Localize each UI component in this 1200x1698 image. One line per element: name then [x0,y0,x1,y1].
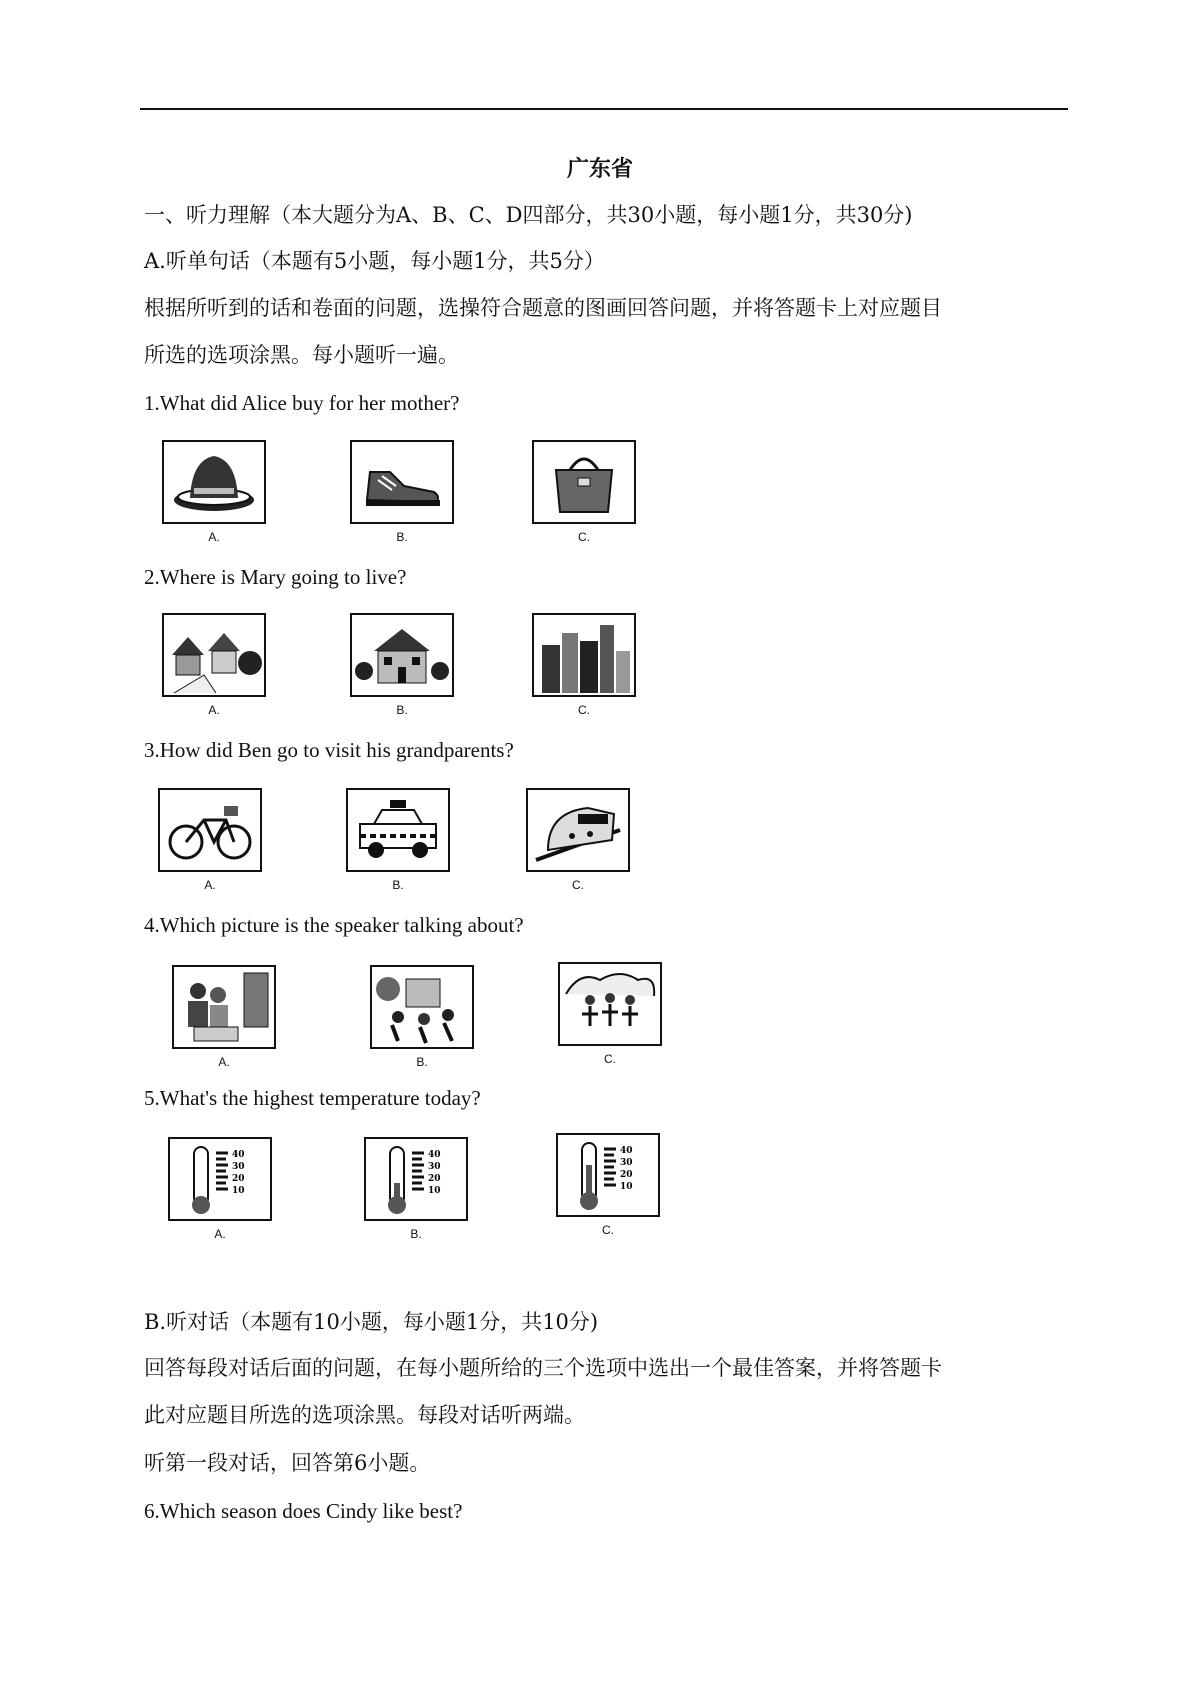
thermometer-icon [556,1133,660,1217]
q1-option-a[interactable] [162,440,266,544]
scale-20: 20 [428,1174,441,1184]
option-label: C. [602,1223,614,1237]
option-label: A. [218,1055,230,1069]
q4-option-c[interactable] [558,962,662,1066]
scale-40: 40 [232,1150,245,1160]
scale-10: 10 [232,1186,245,1196]
question-5: 5.What's the highest temperature today? [144,1086,481,1110]
bag-icon [532,440,636,524]
part-a-heading: A.听单句话（本题有5小题，每小题1分，共5分） [144,249,605,273]
scale-30: 30 [620,1158,633,1168]
scale-30: 30 [428,1162,441,1172]
q3-option-b[interactable] [346,788,450,892]
scale-40: 40 [620,1146,633,1156]
option-label: C. [604,1052,616,1066]
scale-20: 20 [620,1170,633,1180]
scale-10: 10 [428,1186,441,1196]
part-a-instruction-2: 所选的选项涂黑。每小题听一遍。 [144,343,459,367]
taxi-icon [346,788,450,872]
park-scene-icon [558,962,662,1046]
q4-option-a[interactable] [172,965,276,1069]
option-label: A. [214,1227,226,1241]
part-b-instruction-1: 回答每段对话后面的问题，在每小题所给的三个选项中选出一个最佳答案，并将答题卡 [144,1356,942,1380]
bicycle-icon [158,788,262,872]
option-label: B. [416,1055,428,1069]
option-label: A. [208,703,220,717]
part-a-instruction-1: 根据所听到的话和卷面的问题，选操符合题意的图画回答问题，并将答题卡上对应题目 [144,296,942,320]
option-label: B. [410,1227,422,1241]
scale-20: 20 [232,1174,245,1184]
q2-option-a[interactable] [162,613,266,717]
thermometer-icon [168,1137,272,1221]
sneaker-icon [350,440,454,524]
section-heading: 一、听力理解（本大题分为A、B、C、D四部分，共30小题，每小题1分，共30分) [144,203,913,227]
q5-option-a[interactable] [168,1137,272,1241]
thermometer-icon [364,1137,468,1221]
q1-option-c[interactable] [532,440,636,544]
scale-40: 40 [428,1150,441,1160]
city-buildings-icon [532,613,636,697]
part-b-heading: B.听对话（本题有10小题，每小题1分，共10分) [144,1310,599,1334]
q3-option-a[interactable] [158,788,262,892]
question-3: 3.How did Ben go to visit his grandparents? [144,738,514,762]
q4-option-b[interactable] [370,965,474,1069]
page-title: 广东省 [566,156,633,182]
part-b-instruction-2: 此对应题目所选的选项涂黑。每段对话听两端。 [144,1403,585,1427]
option-label: B. [396,703,408,717]
scale-30: 30 [232,1162,245,1172]
q5-option-c[interactable] [556,1133,660,1237]
question-4: 4.Which picture is the speaker talking about? [144,913,524,937]
street-scene-icon [370,965,474,1049]
option-label: A. [204,878,216,892]
option-label: C. [572,878,584,892]
q2-option-b[interactable] [350,613,454,717]
option-label: A. [208,530,220,544]
top-rule [140,108,1068,110]
question-2: 2.Where is Mary going to live? [144,565,407,589]
scale-10: 10 [620,1182,633,1192]
option-label: C. [578,703,590,717]
option-label: C. [578,530,590,544]
dialogue-intro: 听第一段对话，回答第6小题。 [144,1451,431,1475]
option-label: B. [396,530,408,544]
q2-option-c[interactable] [532,613,636,717]
q5-option-b[interactable] [364,1137,468,1241]
hat-icon [162,440,266,524]
option-label: B. [392,878,404,892]
indoor-scene-icon [172,965,276,1049]
q3-option-c[interactable] [526,788,630,892]
q1-option-b[interactable] [350,440,454,544]
house-icon [350,613,454,697]
question-6: 6.Which season does Cindy like best? [144,1499,463,1523]
question-1: 1.What did Alice buy for her mother? [144,391,460,415]
train-icon [526,788,630,872]
village-icon [162,613,266,697]
